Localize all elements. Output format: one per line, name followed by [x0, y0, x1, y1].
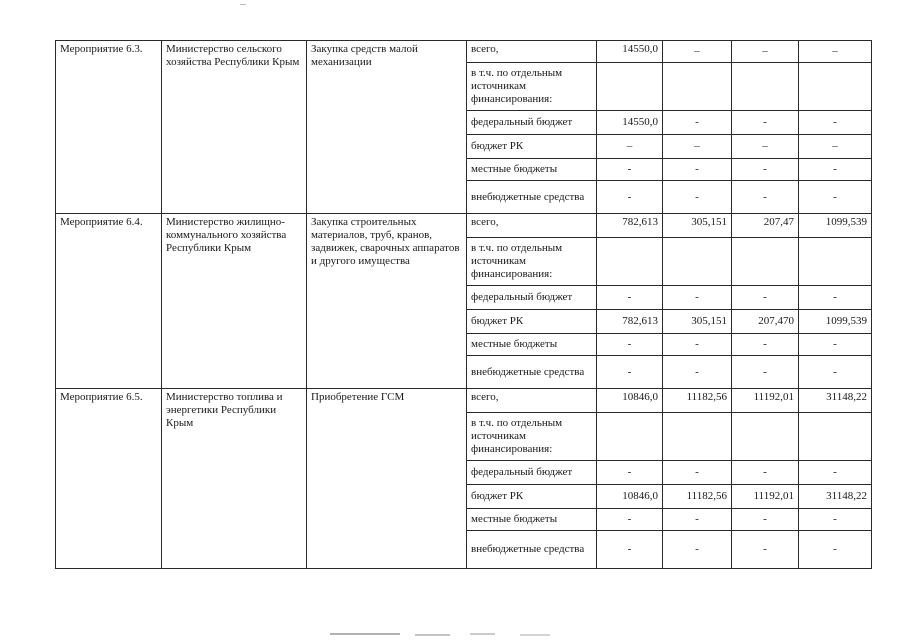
task-cell: Закупка строительных материалов, труб, кранов, задвижек, сварочных аппаратов и другого имущества	[307, 214, 467, 389]
amount-cell-2: -	[663, 181, 732, 214]
amount-cell-4: -	[799, 356, 872, 389]
amount-cell-2: -	[663, 334, 732, 356]
amount-cell-2: -	[663, 286, 732, 310]
amount-cell-1: 14550,0	[597, 41, 663, 63]
amount-cell-3: 207,470	[732, 310, 799, 334]
funding-source-cell: бюджет РК	[467, 135, 597, 159]
amount-cell-1: -	[597, 159, 663, 181]
funding-source-cell: бюджет РК	[467, 485, 597, 509]
amount-cell-1: 10846,0	[597, 389, 663, 413]
funding-source-cell: внебюджетные средства	[467, 356, 597, 389]
amount-cell-2	[663, 238, 732, 286]
amount-cell-3: 207,47	[732, 214, 799, 238]
amount-cell-1	[597, 63, 663, 111]
amount-cell-3: 11192,01	[732, 389, 799, 413]
funding-source-cell: в т.ч. по отдельным источникам финансирования:	[467, 63, 597, 111]
amount-cell-4: -	[799, 159, 872, 181]
amount-cell-3: –	[732, 41, 799, 63]
amount-cell-3	[732, 238, 799, 286]
amount-cell-4: -	[799, 286, 872, 310]
amount-cell-3: -	[732, 159, 799, 181]
amount-cell-4: 1099,539	[799, 214, 872, 238]
funding-source-cell: всего,	[467, 389, 597, 413]
amount-cell-2: 305,151	[663, 310, 732, 334]
amount-cell-1: -	[597, 286, 663, 310]
funding-source-cell: в т.ч. по отдельным источникам финансирования:	[467, 238, 597, 286]
funding-source-cell: местные бюджеты	[467, 159, 597, 181]
amount-cell-3: 11192,01	[732, 485, 799, 509]
funding-table	[55, 40, 872, 569]
executor-cell: Министерство сельского хозяйства Республики Крым	[162, 41, 307, 214]
amount-cell-1: -	[597, 334, 663, 356]
amount-cell-2: -	[663, 356, 732, 389]
amount-cell-1: -	[597, 509, 663, 531]
amount-cell-4: -	[799, 334, 872, 356]
amount-cell-4: -	[799, 111, 872, 135]
amount-cell-2: 11182,56	[663, 485, 732, 509]
amount-cell-1: -	[597, 531, 663, 569]
executor-cell: Министерство жилищно-коммунального хозяйства Республики Крым	[162, 214, 307, 389]
amount-cell-2: 11182,56	[663, 389, 732, 413]
amount-cell-3: -	[732, 111, 799, 135]
amount-cell-3: -	[732, 461, 799, 485]
amount-cell-3: –	[732, 135, 799, 159]
amount-cell-1: 782,613	[597, 214, 663, 238]
task-cell: Закупка средств малой механизации	[307, 41, 467, 214]
funding-source-cell: федеральный бюджет	[467, 461, 597, 485]
amount-cell-3: -	[732, 286, 799, 310]
amount-cell-1: -	[597, 356, 663, 389]
amount-cell-3	[732, 63, 799, 111]
amount-cell-1: -	[597, 181, 663, 214]
amount-cell-4	[799, 238, 872, 286]
table-row	[56, 389, 872, 413]
amount-cell-4: 31148,22	[799, 389, 872, 413]
funding-source-cell: всего,	[467, 214, 597, 238]
funding-source-cell: бюджет РК	[467, 310, 597, 334]
amount-cell-3: -	[732, 356, 799, 389]
amount-cell-2: -	[663, 509, 732, 531]
amount-cell-3: -	[732, 531, 799, 569]
amount-cell-2	[663, 413, 732, 461]
executor-cell: Министерство топлива и энергетики Республики Крым	[162, 389, 307, 569]
amount-cell-1	[597, 413, 663, 461]
amount-cell-4	[799, 63, 872, 111]
funding-source-cell: федеральный бюджет	[467, 111, 597, 135]
amount-cell-3: -	[732, 509, 799, 531]
amount-cell-2: –	[663, 135, 732, 159]
funding-source-cell: федеральный бюджет	[467, 286, 597, 310]
funding-source-cell: всего,	[467, 41, 597, 63]
amount-cell-2: -	[663, 531, 732, 569]
amount-cell-2: -	[663, 159, 732, 181]
scan-mark	[240, 4, 246, 5]
table-body	[56, 41, 872, 569]
table-row	[56, 214, 872, 238]
amount-cell-2: -	[663, 461, 732, 485]
amount-cell-1: 10846,0	[597, 485, 663, 509]
amount-cell-4	[799, 413, 872, 461]
amount-cell-2: 305,151	[663, 214, 732, 238]
amount-cell-1: 782,613	[597, 310, 663, 334]
amount-cell-1: 14550,0	[597, 111, 663, 135]
event-title-cell: Мероприятие 6.4.	[56, 214, 162, 389]
amount-cell-2	[663, 63, 732, 111]
amount-cell-4: -	[799, 509, 872, 531]
amount-cell-4: –	[799, 135, 872, 159]
table-row	[56, 41, 872, 63]
funding-source-cell: внебюджетные средства	[467, 531, 597, 569]
page-footer-scribble	[320, 630, 580, 638]
amount-cell-4: -	[799, 531, 872, 569]
task-cell: Приобретение ГСМ	[307, 389, 467, 569]
event-title-cell: Мероприятие 6.5.	[56, 389, 162, 569]
event-title-cell: Мероприятие 6.3.	[56, 41, 162, 214]
amount-cell-2: -	[663, 111, 732, 135]
amount-cell-4: 1099,539	[799, 310, 872, 334]
amount-cell-1: –	[597, 135, 663, 159]
funding-source-cell: местные бюджеты	[467, 334, 597, 356]
funding-source-cell: местные бюджеты	[467, 509, 597, 531]
funding-source-cell: внебюджетные средства	[467, 181, 597, 214]
amount-cell-1	[597, 238, 663, 286]
amount-cell-3: -	[732, 334, 799, 356]
amount-cell-2: –	[663, 41, 732, 63]
amount-cell-4: -	[799, 181, 872, 214]
amount-cell-1: -	[597, 461, 663, 485]
amount-cell-4: –	[799, 41, 872, 63]
amount-cell-3	[732, 413, 799, 461]
amount-cell-4: 31148,22	[799, 485, 872, 509]
amount-cell-3: -	[732, 181, 799, 214]
funding-source-cell: в т.ч. по отдельным источникам финансирования:	[467, 413, 597, 461]
amount-cell-4: -	[799, 461, 872, 485]
